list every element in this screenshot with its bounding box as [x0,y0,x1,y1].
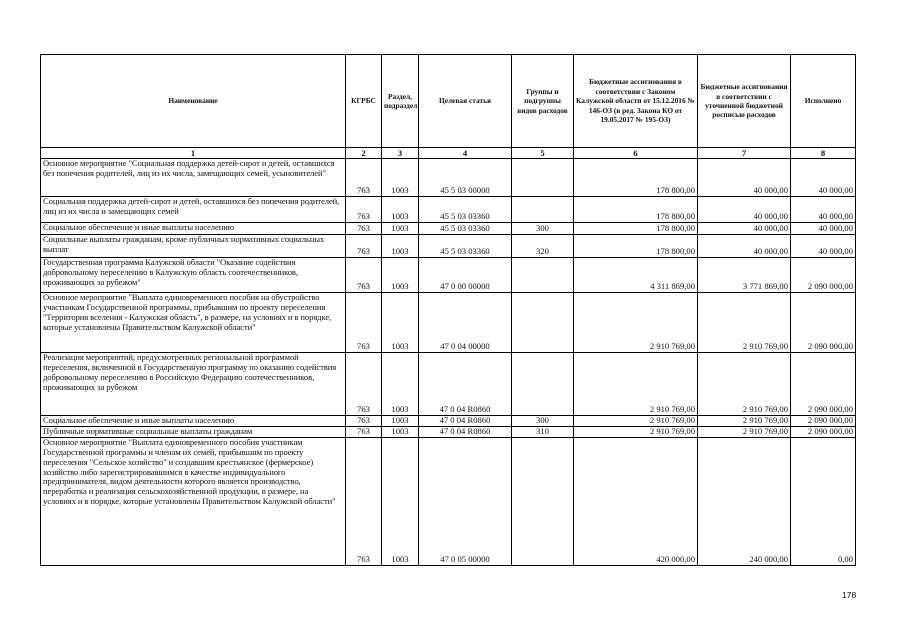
column-number: 1 [41,148,346,159]
column-number: 6 [574,148,698,159]
cell-executed: 2 090 000,00 [791,293,856,353]
cell-law: 2 910 769,00 [574,353,698,416]
cell-kgrbs: 763 [346,437,382,565]
cell-section: 1003 [382,258,419,293]
table-row [41,197,856,223]
cell-name: Социальное обеспечение и иные выплаты населению [41,223,346,235]
cell-kgrbs: 763 [346,223,382,235]
cell-executed: 40 000,00 [791,159,856,197]
cell-target: 47 0 04 R0860 [419,353,512,416]
cell-law: 178 800,00 [574,223,698,235]
cell-refined: 2 910 769,00 [698,293,791,353]
column-number: 3 [382,148,419,159]
cell-name: Основное мероприятие "Социальная поддержка детей-сирот и детей, оставшихся без попечения родителей, лиц из их числа, замещающих семей, усыновителей" [41,159,346,197]
header-kgrbs: КГРБС [346,55,382,148]
column-number: 8 [791,148,856,159]
table-row [41,437,856,565]
cell-refined: 2 910 769,00 [698,353,791,416]
cell-group [512,159,574,197]
cell-executed: 40 000,00 [791,223,856,235]
cell-executed: 40 000,00 [791,197,856,223]
cell-target: 45 5 03 03360 [419,197,512,223]
column-number: 4 [419,148,512,159]
cell-section: 1003 [382,293,419,353]
table-row [41,258,856,293]
cell-executed: 2 090 000,00 [791,258,856,293]
column-number: 5 [512,148,574,159]
cell-executed: 40 000,00 [791,235,856,258]
column-number: 2 [346,148,382,159]
cell-refined: 240 000,00 [698,437,791,565]
cell-name: Социальная поддержка детей-сирот и детей, оставшихся без попечения родителей, лиц из их числа и замещающих семей [41,197,346,223]
cell-refined: 40 000,00 [698,159,791,197]
cell-name: Социальное обеспечение и иные выплаты населению [41,416,346,427]
cell-kgrbs: 763 [346,258,382,293]
cell-executed: 2 090 000,00 [791,416,856,427]
cell-target: 45 5 03 00000 [419,159,512,197]
cell-group [512,353,574,416]
budget-table [40,54,856,566]
cell-section: 1003 [382,437,419,565]
header-row [41,55,856,148]
cell-law: 2 910 769,00 [574,293,698,353]
cell-group: 320 [512,235,574,258]
cell-kgrbs: 763 [346,293,382,353]
cell-kgrbs: 763 [346,353,382,416]
cell-group [512,437,574,565]
cell-group: 300 [512,223,574,235]
cell-kgrbs: 763 [346,416,382,427]
table-row [41,159,856,197]
header-law: Бюджетные ассигнования в соответствии с Законом Калужской области от 15.12.2016 № 146-ОЗ (в ред. Закона КО от 19.05.2017 № 195-ОЗ) [574,55,698,148]
cell-name: Основное мероприятие "Выплата единовременного пособия участникам Государственной программы и членам их семей, прибывшим по проекту переселения "Сельское хозяйство" и создавшим крестьянское (фермерское) хозяйство либо зарегистрировавшимся в качестве индивидуального предпринимателя, видом деятельности которого является производство, переработка и реализация сельскохозяйственной продукции, в размере, на условиях и в порядке, которые установлены Правительством Калужской области" [41,437,346,565]
cell-target: 47 0 04 00000 [419,293,512,353]
cell-law: 178 800,00 [574,235,698,258]
cell-law: 178 800,00 [574,159,698,197]
column-number-row [41,148,856,159]
cell-law: 2 910 769,00 [574,416,698,427]
cell-kgrbs: 763 [346,426,382,437]
cell-refined: 2 910 769,00 [698,416,791,427]
cell-law: 420 000,00 [574,437,698,565]
cell-name: Основное мероприятие "Выплата единовременного пособия на обустройство участникам Государственной программы, прибывшим по проекту переселения "Территория вселения - Калужская область", в размере, на условиях и в порядке, которые установлены Правительством Калужской области" [41,293,346,353]
cell-executed: 2 090 000,00 [791,353,856,416]
cell-name: Государственная программа Калужской области "Оказание содействия добровольному переселению в Калужскую область соотечественников, проживающих за рубежом" [41,258,346,293]
cell-law: 178 800,00 [574,197,698,223]
cell-law: 2 910 769,00 [574,426,698,437]
table-row [41,416,856,427]
table-row [41,353,856,416]
cell-target: 47 0 04 R0860 [419,426,512,437]
cell-kgrbs: 763 [346,235,382,258]
cell-target: 47 0 00 00000 [419,258,512,293]
cell-name: Публичные нормативные социальные выплаты гражданам [41,426,346,437]
header-section: Раздел, подраздел [382,55,419,148]
cell-group: 310 [512,426,574,437]
header-groups: Группы и подгруппы видов расходов [512,55,574,148]
cell-section: 1003 [382,223,419,235]
header-refined: Бюджетные ассигнования в соответствии с уточненной бюджетной росписью расходов [698,55,791,148]
cell-refined: 40 000,00 [698,197,791,223]
cell-section: 1003 [382,426,419,437]
cell-section: 1003 [382,416,419,427]
cell-refined: 2 910 769,00 [698,426,791,437]
column-number: 7 [698,148,791,159]
cell-section: 1003 [382,353,419,416]
cell-law: 4 311 869,00 [574,258,698,293]
cell-group [512,197,574,223]
cell-target: 47 0 05 00000 [419,437,512,565]
cell-name: Социальные выплаты гражданам, кроме публичных нормативных социальных выплат [41,235,346,258]
cell-refined: 40 000,00 [698,223,791,235]
header-target: Целевая статья [419,55,512,148]
table-row [41,293,856,353]
cell-refined: 40 000,00 [698,235,791,258]
table-row [41,223,856,235]
page-number: 178 [842,590,857,600]
cell-name: Реализация мероприятий, предусмотренных региональной программой переселения, включенной в Государственную программу по оказанию содействия добровольному переселению в Российскую Федерацию соотечественников, проживающих за рубежом [41,353,346,416]
cell-section: 1003 [382,197,419,223]
table-row [41,235,856,258]
table-row [41,426,856,437]
cell-target: 45 5 03 03360 [419,235,512,258]
cell-target: 47 0 04 R0860 [419,416,512,427]
header-executed: Исполнено [791,55,856,148]
header-name: Наименование [41,55,346,148]
cell-executed: 2 090 000,00 [791,426,856,437]
cell-group [512,293,574,353]
cell-section: 1003 [382,159,419,197]
cell-group: 300 [512,416,574,427]
cell-executed: 0,00 [791,437,856,565]
cell-kgrbs: 763 [346,159,382,197]
cell-kgrbs: 763 [346,197,382,223]
cell-refined: 3 771 869,00 [698,258,791,293]
cell-target: 45 5 03 03360 [419,223,512,235]
cell-section: 1003 [382,235,419,258]
cell-group [512,258,574,293]
